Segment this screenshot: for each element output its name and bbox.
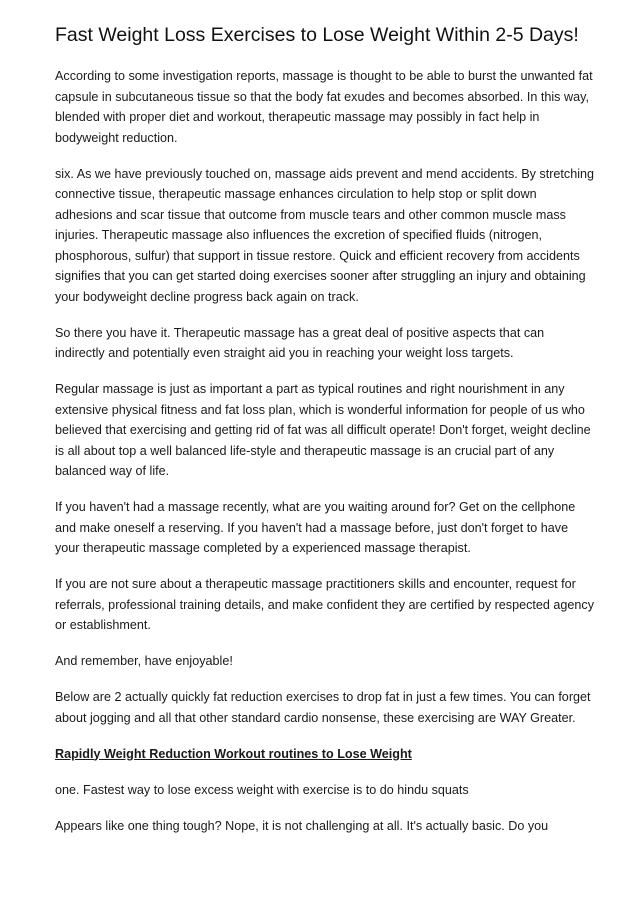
paragraph: If you haven't had a massage recently, what are you waiting around for? Get on the cellphone and make oneself a reserving. If you haven't had a massage before, just don't forget to have your therapeutic massage completed by a experienced massage therapist.	[55, 500, 576, 555]
paragraph: one. Fastest way to lose excess weight with exercise is to do hindu squats	[55, 782, 469, 797]
document-page	[55, 22, 595, 852]
paragraph: six. As we have previously touched on, massage aids prevent and mend accidents. By stretching connective tissue, therapeutic massage enhances circulation to help stop or split down adhesions and scar tissue that outcome from muscle tears and other common muscle mass injuries. Therapeutic massage also influences the excretion of specified fluids (nitrogen, phosphorous, sulfur) that support in tissue restore. Quick and efficient recovery from accidents signifies that you can get started doing exercises sooner after struggling an injury and obtaining your bodyweight decline progress back again on track.	[55, 166, 595, 304]
paragraph: According to some investigation reports, massage is thought to be able to burst the unwanted fat capsule in subcutaneous tissue so that the body fat exudes and becomes absorbed. In this way, blended with proper diet and workout, therapeutic massage may possibly in fact help in bodyweight reduction.	[55, 69, 593, 145]
paragraph: Appears like one thing tough? Nope, it is not challenging at all. It's actually basic. Do you	[55, 818, 549, 833]
paragraph: Below are 2 actually quickly fat reduction exercises to drop fat in just a few times. You can forget about jogging and all that other standard cardio nonsense, these exercising are WAY Greater.	[55, 690, 591, 725]
document-title: Fast Weight Loss Exercises to Lose Weight Within 2-5 Days!	[55, 24, 579, 46]
paragraph: If you are not sure about a therapeutic massage practitioners skills and encounter, request for referrals, professional training details, and make confident they are certified by respected agency or establishment.	[55, 577, 595, 632]
section-subheading: Rapidly Weight Reduction Workout routines to Lose Weight	[55, 746, 412, 761]
paragraph: Regular massage is just as important a part as typical routines and right nourishment in any extensive physical fitness and fat loss plan, which is wonderful information for people of us who believed that exercising and getting rid of fat was all difficult operate! Don't forget, weight decline is all about top a well balanced life-style and therapeutic massage is an crucial part of any balanced way of life.	[55, 382, 591, 478]
paragraph: And remember, have enjoyable!	[55, 654, 233, 668]
paragraph: So there you have it. Therapeutic massage has a great deal of positive aspects that can indirectly and potentially even straight aid you in reaching your weight loss targets.	[55, 325, 545, 360]
